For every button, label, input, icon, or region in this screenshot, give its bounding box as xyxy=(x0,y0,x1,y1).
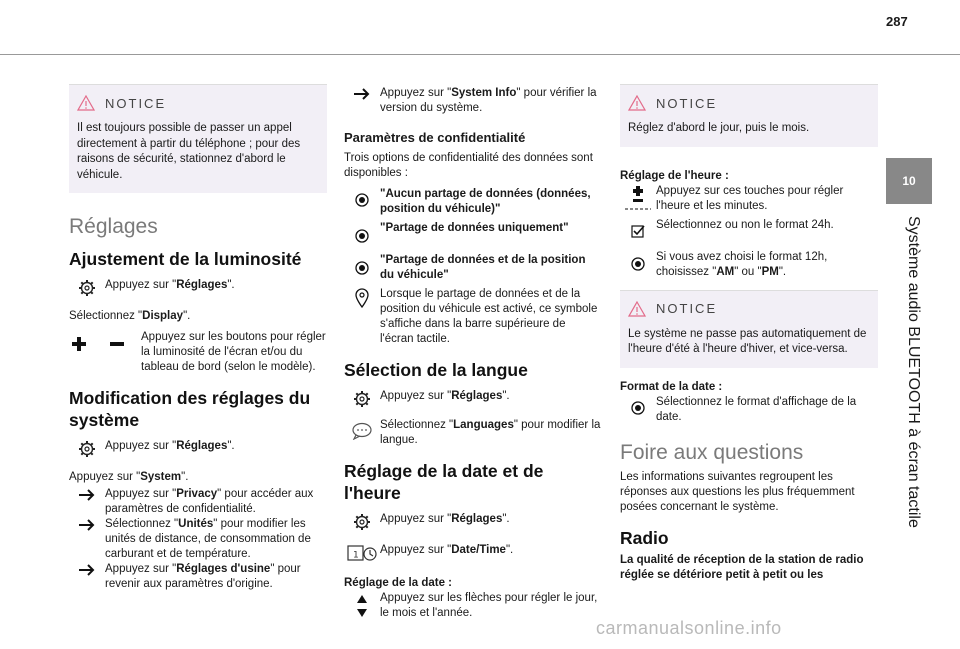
heading-confidentialite: Paramètres de confidentialité xyxy=(344,130,526,145)
gear-icon xyxy=(78,440,96,458)
step-lum-2: Sélectionnez "Display". xyxy=(69,310,191,322)
step-text: Appuyez sur "Réglages". xyxy=(380,390,510,402)
step-lum-3 xyxy=(69,330,327,375)
heading-date-sub: Réglage de la date : xyxy=(344,577,453,589)
step-text: Appuyez sur "System Info" pour vérifier la version du système. xyxy=(380,87,597,114)
step-text: Si vous avez choisi le format 12h, choisissez "AM" ou "PM". xyxy=(656,250,828,278)
svg-text:1: 1 xyxy=(353,550,359,561)
gear-icon xyxy=(353,513,371,531)
step-text: Sélectionnez "Unités" pour modifier les unités de distance, de consommation de carburant et de température. xyxy=(105,518,311,560)
notice-text: Il est toujours possible de passer un appel directement à partir du téléphone ; pour des raisons de sécurité, stationnez d'abord le véhicule. xyxy=(77,122,301,181)
minus-icon xyxy=(109,336,125,352)
checkbox-checked-icon xyxy=(631,224,645,238)
step-date-3 xyxy=(344,591,602,621)
option-text: "Aucun partage de données (données, position du véhicule)" xyxy=(380,188,591,215)
speech-bubble-icon xyxy=(351,422,373,440)
plus-minus-icon xyxy=(625,185,651,211)
arrow-right-icon xyxy=(78,563,96,577)
chapter-title-text: Système audio BLUETOOTH à écran tactile xyxy=(905,216,922,528)
step-mod-2: Appuyez sur "System". xyxy=(69,471,189,483)
notice-text: Réglez d'abord le jour, puis le mois. xyxy=(628,122,810,134)
notice-box xyxy=(620,84,878,147)
gear-icon xyxy=(353,390,371,408)
page-number: 287 xyxy=(886,14,908,29)
radio-selected-icon xyxy=(355,229,369,243)
faq-intro: Les informations suivantes regroupent les réponses aux questions les plus fréquemment posées concernant le système. xyxy=(620,470,855,513)
step-hour-1 xyxy=(620,184,878,214)
step-text: Appuyez sur "Date/Time". xyxy=(380,544,514,556)
arrow-up-icon xyxy=(357,595,367,603)
radio-selected-icon xyxy=(631,401,645,415)
step-date-1 xyxy=(344,512,602,531)
step-text: Sélectionnez "Languages" pour modifier la langue. xyxy=(380,419,601,446)
step-text: Appuyez sur "Réglages d'usine" pour revenir aux paramètres d'origine. xyxy=(105,563,301,590)
arrow-right-icon xyxy=(78,518,96,532)
arrow-down-icon xyxy=(357,609,367,617)
step-hour-3 xyxy=(620,250,878,280)
top-rule xyxy=(0,54,960,55)
conf-intro: Trois options de confidentialité des données sont disponibles : xyxy=(344,152,593,179)
radio-selected-icon xyxy=(631,257,645,271)
conf-option-1 xyxy=(344,187,602,217)
radio-question: La qualité de réception de la station de radio réglée se détériore petit à petit ou les xyxy=(620,553,864,581)
option-text: "Partage de données et de la position du véhicule" xyxy=(380,254,586,281)
notice-box xyxy=(69,84,327,193)
chapter-title xyxy=(904,216,924,546)
notice-box xyxy=(620,290,878,368)
warning-icon xyxy=(77,95,95,111)
heading-date-heure: Réglage de la date et de l'heure xyxy=(344,461,544,503)
column-3 xyxy=(620,84,878,589)
option-text: Lorsque le partage de données et de la position du véhicule est activé, ce symbole s'affiche dans la barre supérieure de l'écran tactile. xyxy=(380,288,598,345)
plus-icon xyxy=(71,336,87,352)
step-text: Sélectionnez ou non le format 24h. xyxy=(656,218,834,231)
heading-radio: Radio xyxy=(620,527,669,548)
section-title-reglages: Réglages xyxy=(69,215,158,238)
step-text: Appuyez sur ces touches pour régler l'heure et les minutes. xyxy=(656,184,844,212)
warning-icon xyxy=(628,95,646,111)
watermark: carmanualsonline.info xyxy=(596,618,782,638)
heading-format-date: Format de la date : xyxy=(620,380,723,393)
calendar-clock-icon xyxy=(347,544,377,562)
location-pin-icon xyxy=(354,288,370,308)
step-lang-1 xyxy=(344,389,602,408)
step-date-2 xyxy=(344,543,602,562)
step-mod-4 xyxy=(69,517,327,562)
section-title-faq: Foire aux questions xyxy=(620,440,804,464)
step-hour-2 xyxy=(620,218,878,238)
step-text: Appuyez sur "Réglages". xyxy=(380,513,510,525)
column-2 xyxy=(344,84,602,625)
step-format xyxy=(620,395,878,425)
step-text: Appuyez sur "Privacy" pour accéder aux paramètres de confidentialité. xyxy=(105,488,314,515)
step-text: Appuyez sur "Réglages". xyxy=(105,279,235,291)
step-text: Appuyez sur "Réglages". xyxy=(105,440,235,452)
notice-title: NOTICE xyxy=(105,95,167,111)
option-text: "Partage de données uniquement" xyxy=(380,222,569,234)
step-lang-2 xyxy=(344,418,602,448)
step-lum-1 xyxy=(69,278,327,297)
step-sysinfo xyxy=(344,86,602,116)
notice-title: NOTICE xyxy=(656,95,718,111)
warning-icon xyxy=(628,301,646,317)
arrow-right-icon xyxy=(78,488,96,502)
heading-luminosite: Ajustement de la luminosité xyxy=(69,249,302,269)
conf-option-3 xyxy=(344,253,602,283)
notice-text: Le système ne passe pas automatiquement de l'heure d'été à l'heure d'hiver, et vice-versa. xyxy=(628,327,867,355)
column-1 xyxy=(69,84,327,592)
radio-selected-icon xyxy=(355,193,369,207)
arrow-right-icon xyxy=(353,87,371,101)
heading-langue: Sélection de la langue xyxy=(344,360,528,380)
conf-option-3-desc xyxy=(344,287,602,347)
heading-heure: Réglage de l'heure : xyxy=(620,169,729,182)
step-mod-3 xyxy=(69,487,327,517)
radio-selected-icon xyxy=(355,261,369,275)
conf-option-2 xyxy=(344,221,602,243)
step-mod-5 xyxy=(69,562,327,592)
chapter-number-badge: 10 xyxy=(886,158,932,204)
step-text: Appuyez sur les boutons pour régler la luminosité de l'écran et/ou du tableau de bord (selon le modèle). xyxy=(141,331,326,373)
step-mod-1 xyxy=(69,439,327,458)
step-text: Sélectionnez le format d'affichage de la date. xyxy=(656,395,857,423)
notice-title: NOTICE xyxy=(656,301,718,316)
step-text: Appuyez sur les flèches pour régler le jour, le mois et l'année. xyxy=(380,592,598,619)
heading-modification: Modification des réglages du système xyxy=(69,388,311,430)
gear-icon xyxy=(78,279,96,297)
